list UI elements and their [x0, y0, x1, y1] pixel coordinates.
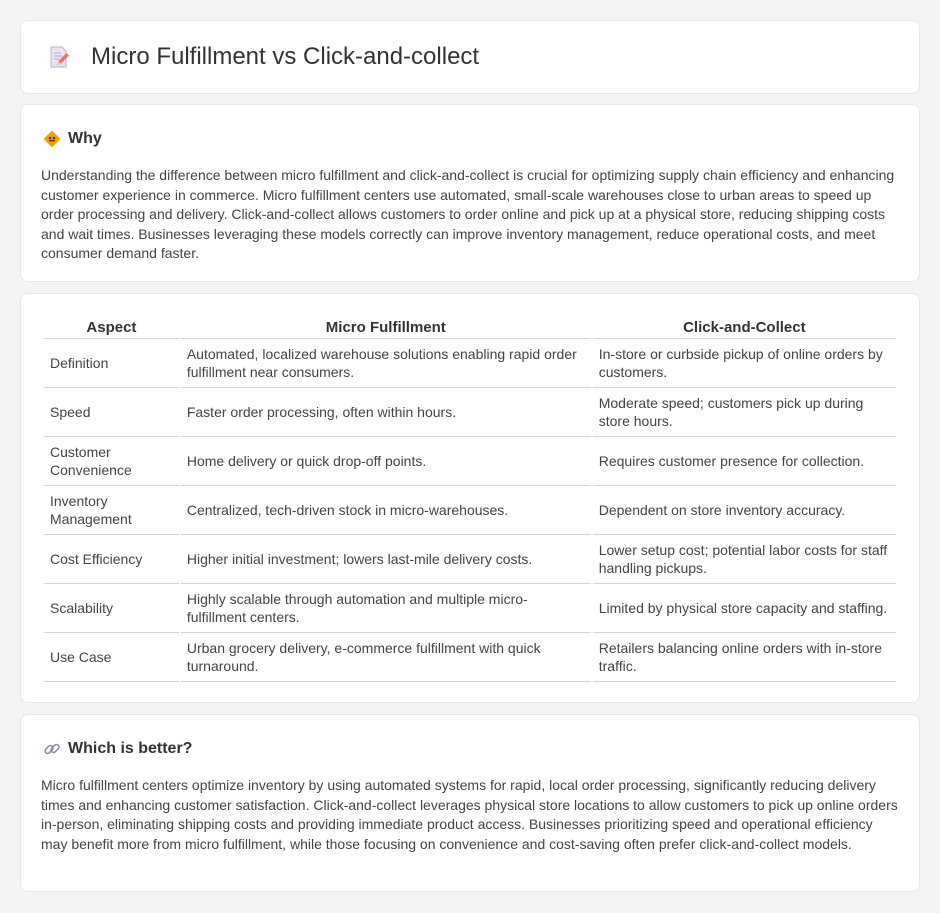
which-is-better-heading: Which is better?: [68, 740, 193, 757]
table-header-row: [44, 313, 896, 339]
aspect-cell: Definition: [44, 339, 179, 388]
table-row: [44, 535, 896, 584]
micro-fulfillment-cell: Highly scalable through automation and multiple micro-fulfillment centers.: [181, 584, 591, 633]
micro-fulfillment-cell: Centralized, tech-driven stock in micro-warehouses.: [181, 486, 591, 535]
column-header-micro-fulfillment: Micro Fulfillment: [181, 313, 591, 339]
micro-fulfillment-cell: Home delivery or quick drop-off points.: [181, 437, 591, 486]
table-row: [44, 437, 896, 486]
click-and-collect-cell: Requires customer presence for collection.: [593, 437, 896, 486]
aspect-cell: Scalability: [44, 584, 179, 633]
table-row: [44, 339, 896, 388]
title-card: [20, 20, 920, 94]
micro-fulfillment-cell: Higher initial investment; lowers last-mile delivery costs.: [181, 535, 591, 584]
micro-fulfillment-cell: Urban grocery delivery, e-commerce fulfillment with quick turnaround.: [181, 633, 591, 682]
click-and-collect-cell: Retailers balancing online orders with in-store traffic.: [593, 633, 896, 682]
which-is-better-text: Micro fulfillment centers optimize inventory by using automated systems for rapid, local order processing, significantly reducing delivery times and enhancing customer satisfaction. Click-and-collect leverages physical store locations to allow customers to pick up online orders in-person, eliminating shipping costs and providing immediate product access. Businesses prioritizing speed and operational efficiency may benefit more from micro fulfillment, while those focusing on convenience and cost-saving often prefer click-and-collect models.: [41, 777, 898, 852]
aspect-cell: Use Case: [44, 633, 179, 682]
which-is-better-card: [20, 714, 920, 892]
page-title: Micro Fulfillment vs Click-and-collect: [91, 43, 480, 70]
click-and-collect-cell: Lower setup cost; potential labor costs for staff handling pickups.: [593, 535, 896, 584]
aspect-cell: Inventory Management: [44, 486, 179, 535]
table-row: [44, 633, 896, 682]
why-heading: Why: [68, 130, 102, 147]
aspect-cell: Customer Convenience: [44, 437, 179, 486]
click-and-collect-cell: Moderate speed; customers pick up during store hours.: [593, 388, 896, 437]
comparison-card: [20, 293, 920, 703]
why-card: [20, 104, 920, 282]
document-pencil-icon: [47, 45, 71, 69]
micro-fulfillment-cell: Faster order processing, often within hours.: [181, 388, 591, 437]
link-icon: [43, 740, 61, 758]
click-and-collect-cell: Limited by physical store capacity and staffing.: [593, 584, 896, 633]
aspect-cell: Speed: [44, 388, 179, 437]
diamond-sign-icon: [43, 130, 61, 148]
table-row: [44, 584, 896, 633]
comparison-table: [42, 313, 898, 682]
aspect-cell: Cost Efficiency: [44, 535, 179, 584]
micro-fulfillment-cell: Automated, localized warehouse solutions enabling rapid order fulfillment near consumers.: [181, 339, 591, 388]
table-row: [44, 486, 896, 535]
click-and-collect-cell: In-store or curbside pickup of online orders by customers.: [593, 339, 896, 388]
column-header-click-and-collect: Click-and-Collect: [593, 313, 896, 339]
table-row: [44, 388, 896, 437]
click-and-collect-cell: Dependent on store inventory accuracy.: [593, 486, 896, 535]
why-text: Understanding the difference between micro fulfillment and click-and-collect is crucial for optimizing supply chain efficiency and enhancing customer experience in commerce. Micro fulfillment centers use automated, small-scale warehouses close to urban areas to speed up order processing and delivery. Click-and-collect allows customers to order online and pick up at a physical store, reducing shipping costs and wait times. Businesses leveraging these models correctly can improve inventory management, reduce operational costs, and meet consumer demand faster.: [41, 167, 895, 262]
column-header-aspect: Aspect: [44, 313, 179, 339]
